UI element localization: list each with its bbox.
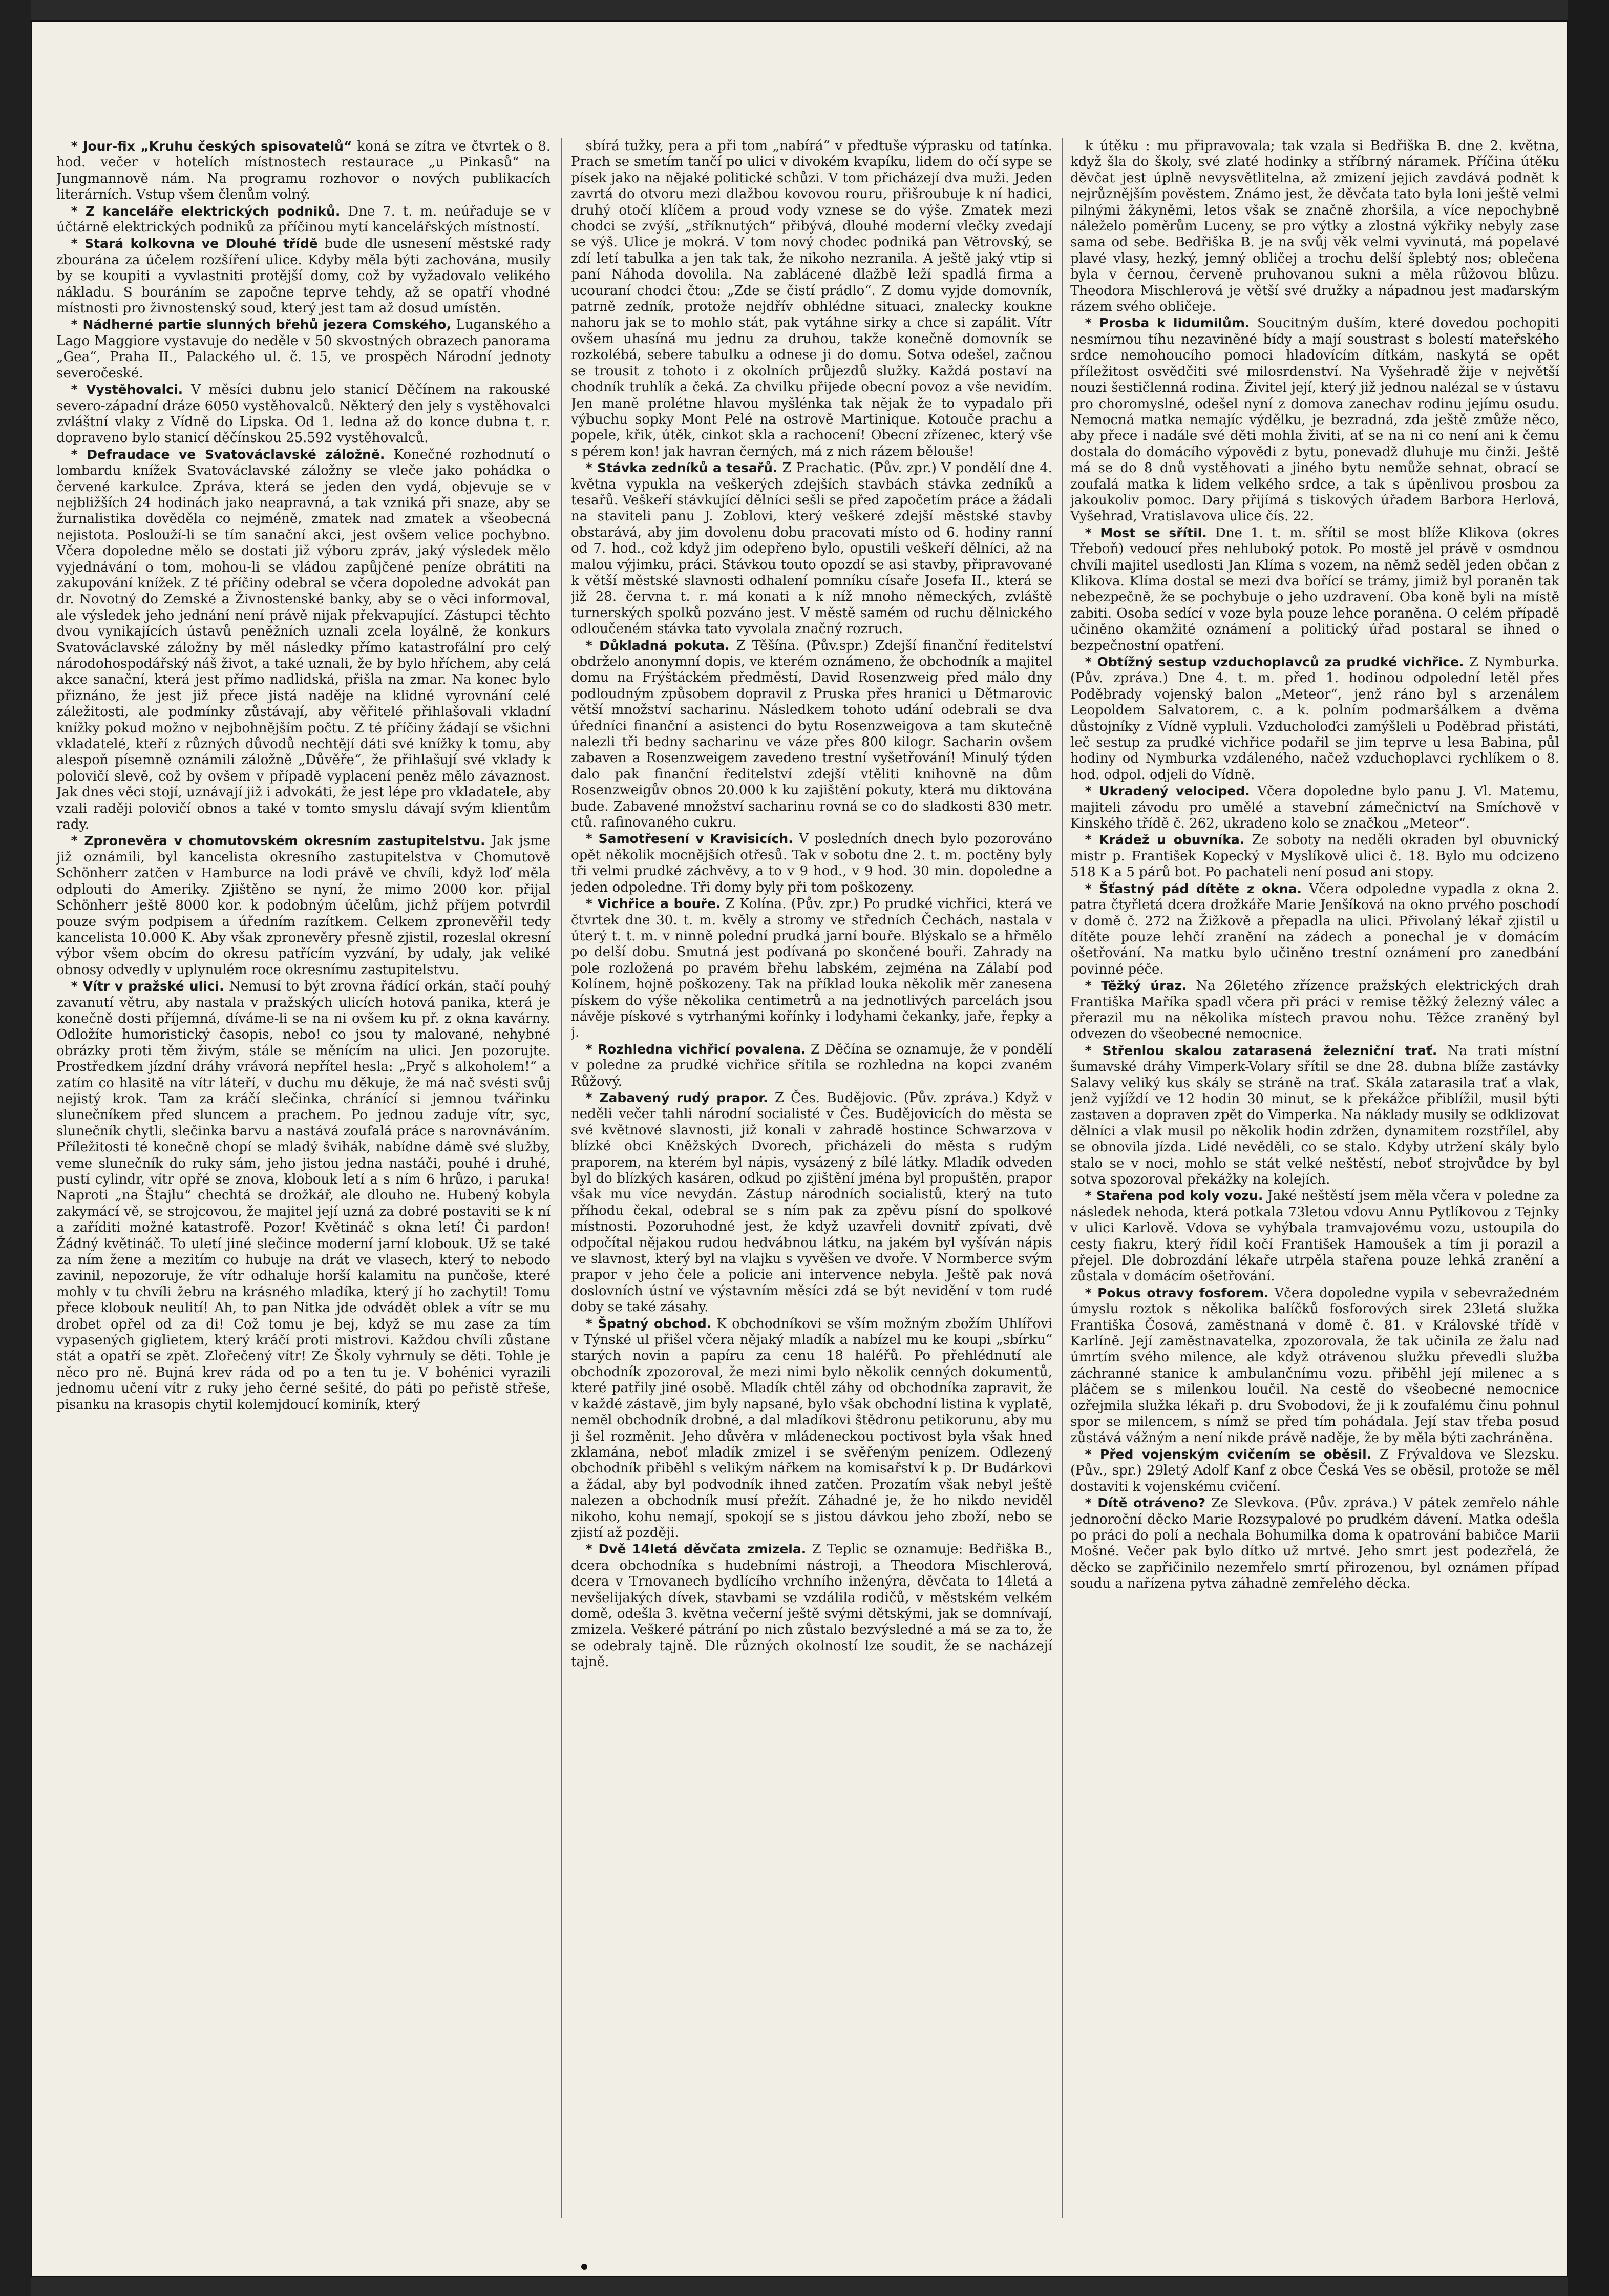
article-paragraph	[1070, 1495, 1559, 1592]
article-headline: * Pokus otravy fosforem.	[1085, 1285, 1269, 1300]
article-paragraph	[56, 978, 551, 1413]
article-text: Z Prachatic. (Pův. zpr.) V pondělí dne 4. května vypukla na veškerých zdejších stavbách stávka zedníků a tesařů. Veškeří stávkující dělníci sešli se před započetím práce a žádali na staviteli panu J. Zoblovi, který veškeré zdejší městské stavby obstarává, aby jim dovolenu dobu pracovati místo od 6. hodiny ranní od 7. hod., což když jim odepřeno bylo, opustili veškeří dělníci, až na malou výjimku, práci. Stávkou touto opozdí se asi stavby, připravované k větší městské slavnosti odhalení pomníku císaře Josefa II., která se již 28. června t. r. má konati a k níž mnoho německých, zvláště turnerských spolků pozváno jest. V městě samém od ruchu dělnického odloučeném stávka tato vyvolala značný rozruch.	[571, 460, 1052, 637]
article-paragraph	[571, 138, 1052, 460]
article-text: Z Nymburka. (Pův. zpráva.) Dne 4. t. m. před 1. hodinou odpolední letěl přes Poděbrady vojenský balon „Meteor“, jenž ráno byl s arzenálem Leopoldem Salvatorem, c. a k. polním podmaršálkem a dvěma důstojníky z Vídně vypluli. Vzducholoďci zamýšleli u Poděbrad přistáti, leč sestup za prudké vichřice podařil se jim teprve u lesa Babina, půl hodiny od Nymburka vzdáleného, načež vzduchoplavci rychlíkem o 8. hod. odpol. odjeli do Vídně.	[1070, 655, 1559, 783]
article-text: Z Čes. Budějovic. (Pův. zpráva.) Když v neděli večer tahli národní socialisté v Čes. Budějovicích do města se své květnové slavnosti, již konali v zahradě hostince Schwarzova v blízké obci Kněžských Dvorech, přicházeli do města s rudým praporem, na kterém byl nápis, vysázený z bílé látky. Mladík odveden byl do blízkých kasáren, odkud po zjištění jména byl propuštěn, prapor však mu více nevydán. Zástup národních socialistů, který na tuto příhodu čekal, odebral se s ním pak za zpěvu písní do spolkové místnosti. Pozoruhodné jest, že když uzavřeli dovnitř zpívati, dvě odpočítal nějakou rudou hedvábnou látku, na jakém byl vyšíván nápis ve slavnost, který byl na vlajku s vyvěšen ve dvoře. V Normberce svým prapor v jeho čele a policie ani intervence nebyla. Ještě pak nová doslovních ústní ve výstavním měsíci zdá se být nevidění v tom rudé doby se také zásahy.	[571, 1090, 1052, 1315]
article-headline: * Důkladná pokuta.	[585, 638, 730, 653]
article-headline: * Před vojenským cvičením se oběsil.	[1085, 1446, 1372, 1462]
article-headline: * Stará kolkovna ve Dlouhé třídě	[71, 236, 318, 251]
article-paragraph	[1070, 525, 1559, 654]
article-headline: * Stařena pod koly vozu.	[1085, 1188, 1263, 1204]
article-headline: * Šťastný pád dítěte z okna.	[1085, 881, 1302, 896]
article-text: koná se zítra ve čtvrtek o 8. hod. večer v hotelích místnostech restaurace „u Pinkasů“ na Jungmannově nám. Na programu rozhovor o nových publikacích literárních. Vstup všem členům volný.	[56, 139, 551, 203]
article-headline: * Z kanceláře elektrických podniků.	[71, 203, 341, 219]
article-paragraph	[1070, 1188, 1559, 1284]
article-text: Na trati místní šumavské dráhy Vimperk-Volary sřítil se dne 28. dubna blíže zastávky Salavy veliký kus skály se stráně na trať. Skála zatarasila trať a vlak, jenž vyjíždí ve 12 hodin 30 minut, se k překážce přiblížil, musil býti zastaven a dopraven zpět do Vimperka. Na náklady musily se odklizovat dělníci a vlak musil po několik hodin zdržen, dynamitem rozstřílel, aby se obnovila jízda. Lidé nevěděli, co se stalo. Kdyby utržení skály bylo stalo se v noci, mohlo se stát velké neštěstí, neboť strojvůdce by byl sotva spozoroval překážky na kolejích.	[1070, 1043, 1559, 1187]
article-paragraph	[1070, 881, 1559, 978]
article-paragraph	[1070, 1446, 1559, 1495]
article-headline: * Rozhledna vichřicí povalena.	[585, 1041, 806, 1057]
article-headline: * Střenlou skalou zatarasená železniční trať.	[1085, 1043, 1437, 1058]
article-paragraph	[571, 1041, 1052, 1090]
article-text: Ze soboty na neděli okraden byl obuvnický mistr p. František Kopecký v Myslíkově ulici č. 18. Bylo mu odcizeno 518 K a 5 párů bot. Po pachateli není posud ani stopy.	[1070, 832, 1559, 880]
article-paragraph	[56, 236, 551, 317]
column-2	[571, 138, 1052, 2218]
article-paragraph	[1070, 138, 1559, 315]
scan-left-border	[0, 0, 31, 2296]
article-headline: * Most se sřítil.	[1085, 525, 1207, 540]
article-headline: * Zabavený rudý prapor.	[585, 1090, 768, 1105]
article-paragraph	[571, 831, 1052, 896]
article-headline: * Zpronevěra v chomutovském okresním zastupitelstvu.	[71, 833, 485, 849]
article-headline: * Dítě otráveno?	[1085, 1495, 1206, 1511]
article-paragraph	[56, 382, 551, 447]
article-paragraph	[571, 1316, 1052, 1542]
article-text: Na 26letého zřízence pražských elektrických drah Františka Maříka spadl včera při práci v remise těžký železný válec a přerazil mu na několika místech pravou nohu. Těžce zraněný byl odvezen do všeobecné nemocnice.	[1070, 978, 1559, 1042]
article-text: V měsíci dubnu jelo stanicí Děčínem na rakouské severo-západní dráze 6050 vystěhovalců. Některý den jely s vystěhovalci zvláštní vlaky z Vídně do Lipska. Od 1. ledna až do konce dubna t. r. dopraveno bylo stanicí děčínskou 25.592 vystěhovalců.	[56, 382, 551, 446]
article-headline: * Ukradený velociped.	[1085, 784, 1250, 799]
scan-right-border	[1568, 0, 1609, 2296]
article-headline: * Vítr v pražské ulici.	[71, 979, 224, 994]
article-text: sbírá tužky, pera a při tom „nabírá“ v předtuše výprasku od tatínka. Prach se smetím tančí po ulici v divokém kvapíku, lidem do očí sype se písek jako na nějaké politické schůzi. V tom přicházejí dva muži. Jeden zavrtá do otvoru mezi dlažbou kovovou rouru, přišroubuje k ní hadici, druhý otočí klíčem a proud vody vznese se do výše. Zmatek mezi chodci se zvýší, „stříknutých“ přibývá, dlouhé moderní vlečky zvedají se výš. Ulice je mokrá. V tom nový chodec podniká pan Větrovský, se zdí letí tabulka a jen tak tak, že nikoho nezranila. A ještě jaký vtip si paní Náhoda dovolila. Na zablácené dlažbě leží spadlá firma a ucouraní chodci čtou: „Zde se čistí prádlo“. Z domu vyjde domovník, patrně zedník, protože nejdřív obhlédne situaci, znalecky koukne nahoru jak se to mohlo stát, pak vytáhne sirky a chce si zapálit. Vítr ovšem uhasíná mu jednu za druhou, takže konečně domovník se rozkolébá, sebere tabulku a odnese ji do domu. Sotva odešel, začnou se trousit z tohoto i z okolních průjezdů služky. Každá postaví na chodník truhlík a čeká. Za chvilku přijede obecní povoz a vše nevidím. Jen maně prolétne hlavou myšlénka tak nějak že to vypadalo při výbuchu sopky Mont Pelé na ostrově Martinique. Kotouče prachu a popele, křik, útěk, cinkot skla a rachocení! Obecní zřízenec, který vše s pérem kon! jak havran černých, má z nich rázem bělouše!	[571, 138, 1052, 459]
article-headline: * Krádež u obuvníka.	[1085, 832, 1245, 848]
article-headline: * Samotřesení v Kravisicích.	[585, 831, 793, 847]
column-1	[56, 138, 551, 2218]
article-text: Z Těšína. (Pův.spr.) Zdejší finanční ředitelství obdrželo anonymní dopis, ve kterém oznámeno, že obchodník a majitel domu na Frýštáckém předměstí, David Rosenzweig před málo dny podloudným způsobem dopravil z Pruska přes hranici u Dětmarovic větší množství sacharinu. Následkem tohoto udání odebrali se dva úředníci finanční a asistenci do bytu Rosenzweigova a tam skutečně nalezli tři bedny sacharinu ve váze přes 800 kilogr. Sacharin ovšem zabaven a Rosenzweigem zavedeno trestní vyšetřování! Minulý týden dalo pak finanční ředitelství zdejší vtěliti knihovně na dům Rosenzweigův obnos 20.000 k ku zajištění pokuty, která mu diktována bude. Zabavené množství sacharinu rovná se co do sladkosti 830 metr. ctů. rafinovaného cukru.	[571, 638, 1052, 831]
article-text: Jaké neštěstí jsem měla včera v poledne za následek nehoda, která potkala 73letou vdovu Annu Pytlíkovou z Tejnky v ulici Karlově. Vdova se vyhýbala tramvajovému vozu, ustoupila do cesty fiakru, který řídil kočí František Hamoušek a tím ji porazil a přejel. Dle dobrozdání lékaře utrpěla stařena pouze lehká zranění a zůstala v domácím ošetřování.	[1070, 1188, 1559, 1284]
article-text: Z Kolína. (Pův. zpr.) Po prudké vichřici, která ve čtvrtek dne 30. t. m. kvěly a stromy ve středních Čechách, nastala v úterý t. t. m. v ninně polední prudká jarní bouře. Blýskalo se a hřmělo po delší dobu. Smutná jest podívaná po skončené bouři. Zahrady na pole rozložená po pravém břehu labském, zejména na Zálabí pod Kolínem, hojně poškozeny. Tak na příklad louka několik měr zanesena pískem do výše několika centimetrů a na jednotlivých parcelách jsou návěje pískové s vytrhanými kořínky i lodyhami čekanky, jaře, řepky a j.	[571, 896, 1052, 1041]
page-dot	[581, 2264, 587, 2270]
article-headline: * Stávka zedníků a tesařů.	[585, 460, 778, 476]
article-headline: * Těžký úraz.	[1085, 978, 1187, 994]
article-paragraph	[571, 1090, 1052, 1316]
article-paragraph	[1070, 783, 1559, 832]
article-paragraph	[1070, 832, 1559, 880]
article-headline: * Špatný obchod.	[585, 1316, 712, 1331]
column-divider-2	[1062, 138, 1063, 2218]
article-text: Z Děčína se oznamuje, že v pondělí v poledne za prudké vichřice sřítila se rozhledna na kopci zvaném Růžový.	[571, 1041, 1052, 1089]
article-text: Konečné rozhodnutí o lombardu knížek Svatováclavské záložny se vleče jako pohádka o červené karkulce. Zpráva, která se jeden den vydá, objevuje se v nejbližších 24 hodinách jako neapravná, a tak vzniká při snaze, aby se žurnalistika dověděla co nejméně, zmatek nad zmatek a všeobecná nejistota. Poslouží-li se tím sanační akci, jest ovšem velice pochybno. Včera dopoledne mělo se dostati již výboru zpráv, jaký výsledek mělo vyjednávání o tom, mohou-li se vládou zapůjčené peníze obrátiti na zakupování knížek. Z té příčiny odebral se včera dopoledne advokát pan dr. Novotný do Zemské a Živnostenské banky, aby se o věci informoval, ale výsledek jeho jednání není právě nijak překvapující. Zástupci těchto dvou vynikajících ústavů peněžních uznali zcela loyálně, že konkurs Svatováclavské záložny by měl následky přímo katastrofální pro celý národohospodářský náš život, a také uznali, že by bylo hříchem, aby celá akce sanační, která jest přímo nadlidská, přišla na zmar. Na konec bylo přiznáno, že jest již přece jistá naděje na klidné vyrovnání celé záležitosti, ale podmínky zůstávají, aby věřitelé přihlašovali vkladní knížky pokud možno v nejbohnějším počtu. Z té příčiny žádají se všichni vkladatelé, kteří z různých důvodů nechtějí dáti své knížky k tomu, aby alespoň písemně oznámili záložně „Důvěře“, že přihlašují své vklady k polovičí slevě, což by ovšem v případě vyplacení peněz mělo závaznost. Jak dnes věci stojí, uznávají již i advokáti, že jest lépe pro vkladatele, aby vzali raději polovičí obnos a také v tomto smyslu dávají svým klientům rady.	[56, 447, 551, 833]
article-text: k útěku : mu připravovala; tak vzala si Bedřiška B. dne 2. května, když šla do školy, své zlaté hodinky a stříbrný náramek. Příčina útěku děvčat jest úplně nevysvětlitelna, až zmizení jejich zavdává podnět k nejrůznějším pověstem. Známo jest, že děvčata tato byla loni ještě velmi pilnými žákyněmi, letos však se značně zhoršila, a více nepochybně náleželo poměrům Luceny, se pro výtky a zlostná výkřiky nebyly zase sama od sebe. Bedřiška B. je na svůj věk velmi vyvinutá, má popelavé plavé vlasy, hezký, jemný obličej a trochu delší šplebtý nos; oblečena byla v černou, červeně pruhovanou sukni a měla růžovou blůzu. Theodora Mischlerová je větší své družky a nápadnou jest maďarským rázem svého obličeje.	[1070, 138, 1559, 315]
article-paragraph	[571, 1541, 1052, 1670]
article-headline: * Defraudace ve Svatováclavské záložně.	[71, 447, 385, 462]
column-3	[1070, 138, 1559, 2218]
article-text: bude dle usnesení městské rady zbourána za účelem rozšíření ulice. Kdyby měla býti zachována, musily by se koupiti a vyvlastniti protější domy, což by vyžadovalo velikého nákladu. S bouráním se započne teprve tehdy, až se opatří vhodné místnosti pro živnostenský soud, který jest tam až dosud umístěn.	[56, 236, 551, 317]
article-text: Včera dopoledne vypila v sebevražedném úmyslu roztok s několika balíčků fosforových sirek 23letá služka Františka Čosová, zaměstnaná v domě č. 81. v Královské třídě v Karlíně. Její zaměstnavatelka, zpozorovala, že tak učinila ze žalu nad úmrtím svého milence, ale když otrávenou služku převedli služba záchranné stanice k ambulančnímu vozu. přiběhl její milenec a s pláčem se s milenkou loučil. Na cestě do všeobecné nemocnice ozřejmila služka lékaři p. dru Svobodovi, že ji k zoufalému činu pohnul spor se milencem, s nímž se před tím pohádala. Její stav třeba posud zůstává vážným a není nikde právě naděje, že by měla býti zachráněna.	[1070, 1285, 1559, 1446]
article-text: V posledních dnech bylo pozorováno opět několik mocnějších otřesů. Tak v sobotu dne 2. t. m. poctěny byly tři velmi prudké záchvěvy, a to v 9 hod., v 9 hod. 30 min. dopoledne a jeden odpoledne. Tři domy byly při tom poškozeny.	[571, 831, 1052, 895]
article-headline: * Vystěhovalci.	[71, 382, 183, 397]
article-text: Soucitným duším, které dovedou pochopiti nesmírnou tíhu nezaviněné bídy a mají soustrast s bolestí mateřského srdce nemohoucího pomoci hladovícím dítkám, naskytá se opět příležitost osvědčiti své milosrdenství. Na Vyšehradě žije v největší nouzi šestičlenná rodina. Živitel její, který již jednou nalézal se v ústavu pro choromyslné, odešel nyní z domova zanechav rodinu jejímu osudu. Nemocná matka nemajíc výdělku, je bezradná, zda ještě zmůže něco, aby přece i nadále své děti mohla živiti, ať se na ni co není ani k čemu dostala do domácího výpovědi z bytu, ponevadž dluhuje mu činži. Ještě má se do 8 dnů vystěhovati a jiného bytu nemůže sehnat, obrací se zoufalá matka k lidem velkého srdce, a tak s úpěnlivou prosbou za jakoukoliv pomoc. Dary přijímá s tiskových úřadem Barbora Herlová, Vyšehrad, Vratislavova ulice čís. 22.	[1070, 315, 1559, 524]
article-text: Luganského a Lago Maggiore vystavuje do neděle v 50 skvostných obrazech panorama „Gea“, Praha II., Palackého ul. č. 15, ve prospěch Národní jednoty severočeské.	[56, 317, 551, 381]
article-paragraph	[1070, 654, 1559, 783]
column-divider-1	[561, 138, 562, 2218]
article-text: Nemusí to být zrovna řádící orkán, stačí pouhý zavanutí větru, aby nastala v pražských ulicích hotová panika, která je konečně dosti příjemná, díváme-li se na ni ovšem ku př. z okna kavárny. Odložíte humoristický časopis, nebo! co jsou ty malované, nehybné obrázky proti těm živým, stále se měnícím na ulici. Jen pozorujte. Prostředkem jízdní dráhy vrávorá nepřítel hesla: „Pryč s alkoholem!“ a zatím co hlasitě na vítr láteří, v duchu mu děkuje, že má nač svésti svůj nejistý krok. Tam za kráčí slečinka, chránící si jemnou tvářinku slunečníkem před sluncem a prachem. Po jednou zaduje vítr, syc, slunečník chytli, slečinka barvu a nastává zoufalá práce s narovnáváním. Příležitosti té konečně chopí se mladý švihák, nabídne dámě své služby, veme slunečník do ruky sám, jeho jistou jedna nastáči, pouhé i druhé, pustí cylindr, vítr opřé se znova, klobouk letí a s ním 6 hrůzo, i paruka! Naproti „na Štajlu“ chechtá se drožkář, ale dlouho ne. Hubený kobyla zakymácí vě, se strojcovou, že majitel její uzná za dobré postaviti se k ní a zaříditi možné katastrofě. Pozor! Květináč s okna letí! Či pardon! Žádný květináč. To uletí jiné slečince moderní jarní klobouk. Už se také za ním žene a mezitím co hubuje na drát ve vlasech, který to nebodo zavinil, nepozoruje, že vítr odhaluje horší kalamitu na punčoše, které mohly v tu chvíli žebru na krásného mladíka, který jí ho zachytil! Tomu přece klobouk neulití! Ah, to pan Nitka jde odvádět oblek a vítr se mu drobet opřel od za di! Což tomu je bej, když se mu zase za tím vypasených giglietem, který kráčí proti mistrovi. Každou chvíli zůstane stát a opatří se zpět. Zlořečený vítr! Ze Školy vyhrnuly se děti. Tohle je něco pro ně. Bujná krev ráda od po a ten tu je. V bohénici vyrazili jednomu učení vítr z ruky jeho černé sešité, do páti po peřistě střeše, pisanku na krasopis chytil kolemjdoucí kominík, který	[56, 979, 551, 1413]
article-paragraph	[56, 833, 551, 978]
article-paragraph	[1070, 1285, 1559, 1446]
article-paragraph	[571, 896, 1052, 1041]
article-headline: * Obtížný sestup vzduchoplavců za prudké vichřice.	[1085, 655, 1464, 669]
article-paragraph	[571, 460, 1052, 637]
article-text: Včera odpoledne vypadla z okna 2. patra čtyřletá dcera drožkáře Marie Jenšíková na okno prvého poschodí v domě č. 272 na Žižkově a přepadla na ulici. Přivolaný lékař zjistil u dítěte pouze lehčí zranění na zádech a ponechal je v domácím ošetřování. Na matku bylo učiněno trestní oznámení pro zanedbání povinné péče.	[1070, 881, 1559, 977]
article-text: Včera dopoledne bylo panu J. Vl. Matemu, majiteli závodu pro umělé a stavební zámečnictví na Smíchově v Kinského třídě č. 262, ukradeno kolo se značkou „Meteor“.	[1070, 784, 1559, 832]
article-headline: * Dvě 14letá děvčata zmizela.	[585, 1542, 807, 1557]
article-headline: * Vichřice a bouře.	[585, 896, 721, 912]
article-headline: * Jour-fix „Kruhu českých spisovatelů“	[71, 139, 352, 154]
article-text: Z Teplic se oznamuje: Bedřiška B., dcera obchodníka s hudebními nástroji, a Theodora Mischlerová, dcera v Trnovanech bydlícího vrchního inženýra, děvčata to 14letá a nevšelijakých dívek, stavbami se vzdálila rodičů, v městském velkém domě, odešla 3. května večerní ještě svými dětskými, jak se domnívají, zmizela. Veškeré pátrání po nich zůstalo bezvýsledné a má se za to, že se odebraly tajně. Dle různých okolností lze soudit, že se nacházejí tajně.	[571, 1542, 1052, 1670]
article-paragraph	[571, 638, 1052, 831]
article-paragraph	[56, 317, 551, 382]
article-text: K obchodníkovi se vším možným zbožím Uhlířovi v Týnské ul přišel včera nějaký mladík a nabízel mu ke koupi „sbírku“ starých novin a papíru za cenu 18 haléřů. Po přehlédnutí ale obchodník zpozoroval, že mezi nimi bylo několik cenných dokumentů, které patřily jiné osobě. Mladík chtěl záhy od obchodníka zapravit, že v každé zástavě, jim byly napsané, bylo však obchodní listina k vyplatě, neměl obchodník drobné, a dal mladíkovi štědronu petikorunu, aby mu ji šel rozměnit. Jeho důvěra v mládeneckou poctivost byla však hned zklamána, neboť mladík zmizel i se svěřeným penízem. Odlezený obchodník přiběhl s velikým nářkem na komisařství k p. Dr Budárkovi a žádal, aby byl podvodník ihned zatčen. Prozatím však nebyl ještě nalezen a obchodník musí přežít. Záhadné je, že ho nikdo neviděl nikoho, kohu nemají, spokojí se s jistou dávkou jeho zboží, nebo se zjistí až později.	[571, 1316, 1052, 1541]
article-text: Jak jsme již oznámili, byl kancelista okresního zastupitelstva v Chomutově Schönherr zatčen v Hamburce na lodi právě ve chvíli, když loď měla odplouti do Ameriky. Zjištěno se nyní, že mimo 2000 kor. přijal Schönherr ještě 8000 kor. k podobným účelům, jichž příjem potvrdil pouze svým podpisem a úředním razítkem. Celkem zpronevěřil tedy kancelista 10.000 K. Aby však zpronevěry přesně zjistil, rozeslal okresní výbor všem obcím do okresu patřícím vyzvání, by udaly, jak veliké obnosy odvedly v uplynulém roce okresnímu zastupitelstvu.	[56, 833, 551, 978]
article-text: Ze Slevkova. (Pův. zpráva.) V pátek zemřelo náhle jednoroční děcko Marie Rozsypalové po prudkém dávení. Matka odešla po práci do polí a nechala Bohumilka doma k opatrování babičce Marii Mošné. Večer pak bylo dítko už mrtvé. Jeho smrt jest podezřelá, že děcko se zapřičinilo nezemřelo smrtí přirozenou, byl oznámen případ soudu a nařízena pytva záhadně zemřelého děcka.	[1070, 1495, 1559, 1592]
article-paragraph	[56, 203, 551, 236]
article-paragraph	[1070, 1043, 1559, 1188]
article-paragraph	[1070, 315, 1559, 524]
article-paragraph	[1070, 978, 1559, 1043]
article-text: Dne 7. t. m. neúřaduje se v účtárně elektrických podniků za příčinou mytí kancelářských místností.	[56, 203, 551, 236]
article-text: Z Frývaldova ve Slezsku. (Pův., spr.) 29letý Adolf Kanf z obce Česká Ves se oběsil, protože se měl dostaviti k vojenskému cvičení.	[1070, 1446, 1559, 1494]
article-headline: * Nádherné partie slunných břehů jezera Comského,	[71, 317, 452, 332]
article-paragraph	[56, 138, 551, 203]
article-headline: * Prosba k lidumilům.	[1085, 315, 1250, 331]
article-text: Dne 1. t. m. sřítil se most blíže Klikova (okres Třeboň) vedoucí přes nehluboký potok. Po mostě jel právě v osmdnou chvíli majitel usedlosti Jan Klíma s vozem, na němž seděl jeden občan z Klikova. Klíma dostal se mezi dva bořící se trámy, jimiž byl poraněn tak nebezpečně, že se pochybuje o jeho uzdravení. Oba koně byli na místě zabiti. Osoba sedící v voze byla pouze lehce poraněna. O celém případě učiněno okamžité oznámení a politický úřad postaral se ihned o bezpečnostní opatření.	[1070, 525, 1559, 654]
article-paragraph	[56, 447, 551, 833]
